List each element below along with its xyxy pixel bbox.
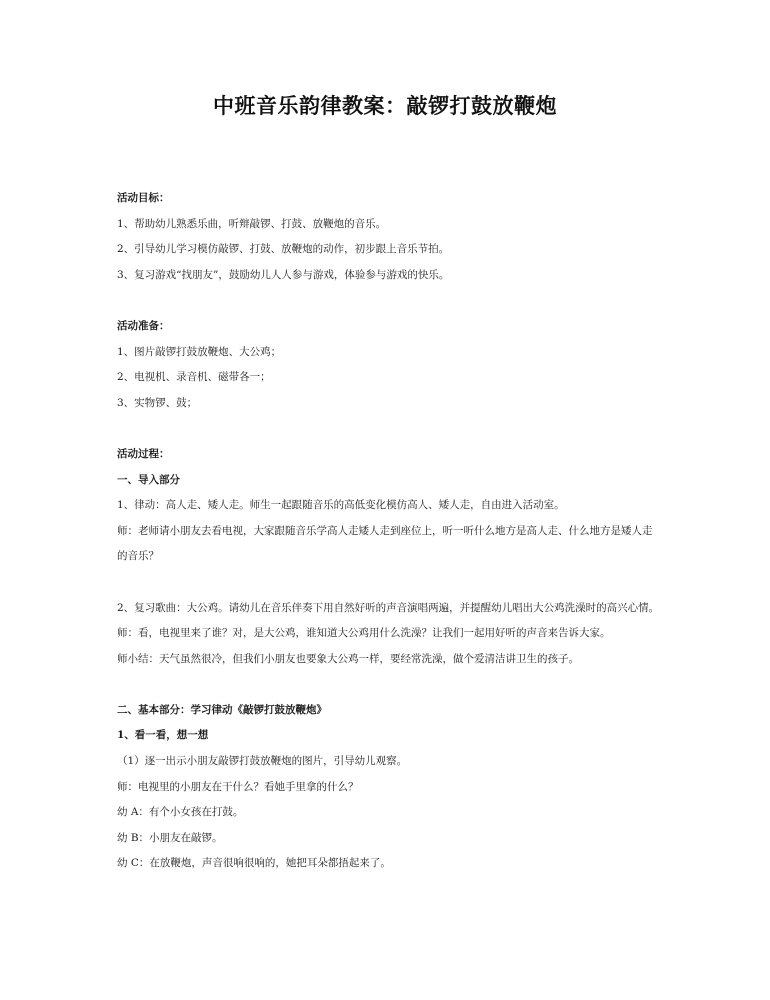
sub1-item: 师：电视里的小朋友在干什么？看她手里拿的什么？ — [117, 780, 359, 793]
rhythm-step: 1、律动：高人走、矮人走。师生一起跟随音乐的高低变化模仿高人、矮人走，自由进入活动室。 — [117, 499, 565, 512]
spacer — [117, 416, 662, 442]
teacher-line: 师：看，电视里来了谁？对，是大公鸡，谁知道大公鸡用什么洗澡？让我们一起用好听的声音来告诉大家。 — [117, 627, 611, 640]
prep-item: 2、电视机、录音机、磁带各一； — [117, 371, 271, 384]
goal-item: 1、帮助幼儿熟悉乐曲，听辩敲锣、打鼓、放鞭炮的音乐。 — [117, 217, 387, 230]
sub1-item: 幼 B：小朋友在敲锣。 — [117, 831, 223, 844]
sub1-item: （1）逐一出示小朋友敲锣打鼓放鞭炮的图片，引导幼儿观察。 — [117, 755, 408, 768]
process-heading: 活动过程： — [117, 447, 170, 460]
prep-item: 1、图片敲锣打鼓放鞭炮、大公鸡； — [117, 345, 282, 358]
sub1-heading: 1、看一看，想一想 — [117, 729, 209, 742]
document-body — [117, 186, 662, 877]
goals-heading: 活动目标： — [117, 192, 170, 204]
prep-item: 3、实物锣、鼓； — [117, 396, 198, 409]
spacer — [117, 672, 662, 698]
song-review-step: 2、复习歌曲：大公鸡。请幼儿在音乐伴奏下用自然好听的声音演唱两遍，并提醒幼儿唱出大公鸡洗澡时的高兴心情。 — [117, 601, 660, 614]
teacher-summary: 师小结：天气虽然很冷，但我们小朋友也要象大公鸡一样，要经常洗澡，做个爱清洁讲卫生的孩子。 — [117, 652, 579, 665]
goal-item: 3、复习游戏“找朋友”，鼓励幼儿人人参与游戏，体验参与游戏的快乐。 — [117, 268, 450, 281]
document-title: 中班音乐韵律教案：敲锣打鼓放鞭炮 — [213, 93, 557, 118]
sub1-item: 幼 C：在放鞭炮，声音很响很响的，她把耳朵都捂起来了。 — [117, 857, 391, 870]
teacher-line: 师：老师请小朋友去看电视，大家跟随音乐学高人走矮人走到座位上，听一听什么地方是高人走、什么地方是矮人走的音乐？ — [117, 524, 653, 563]
part1-heading: 一、导入部分 — [117, 473, 180, 486]
prep-heading: 活动准备： — [117, 319, 170, 332]
part2-heading: 二、基本部分：学习律动《敲锣打鼓放鞭炮》 — [117, 703, 327, 716]
sub1-item: 幼 A：有个小女孩在打鼓。 — [117, 806, 244, 819]
goal-item: 2、引导幼儿学习模仿敲锣、打鼓、放鞭炮的动作，初步跟上音乐节拍。 — [117, 243, 450, 256]
spacer — [117, 288, 662, 314]
spacer — [117, 570, 662, 596]
